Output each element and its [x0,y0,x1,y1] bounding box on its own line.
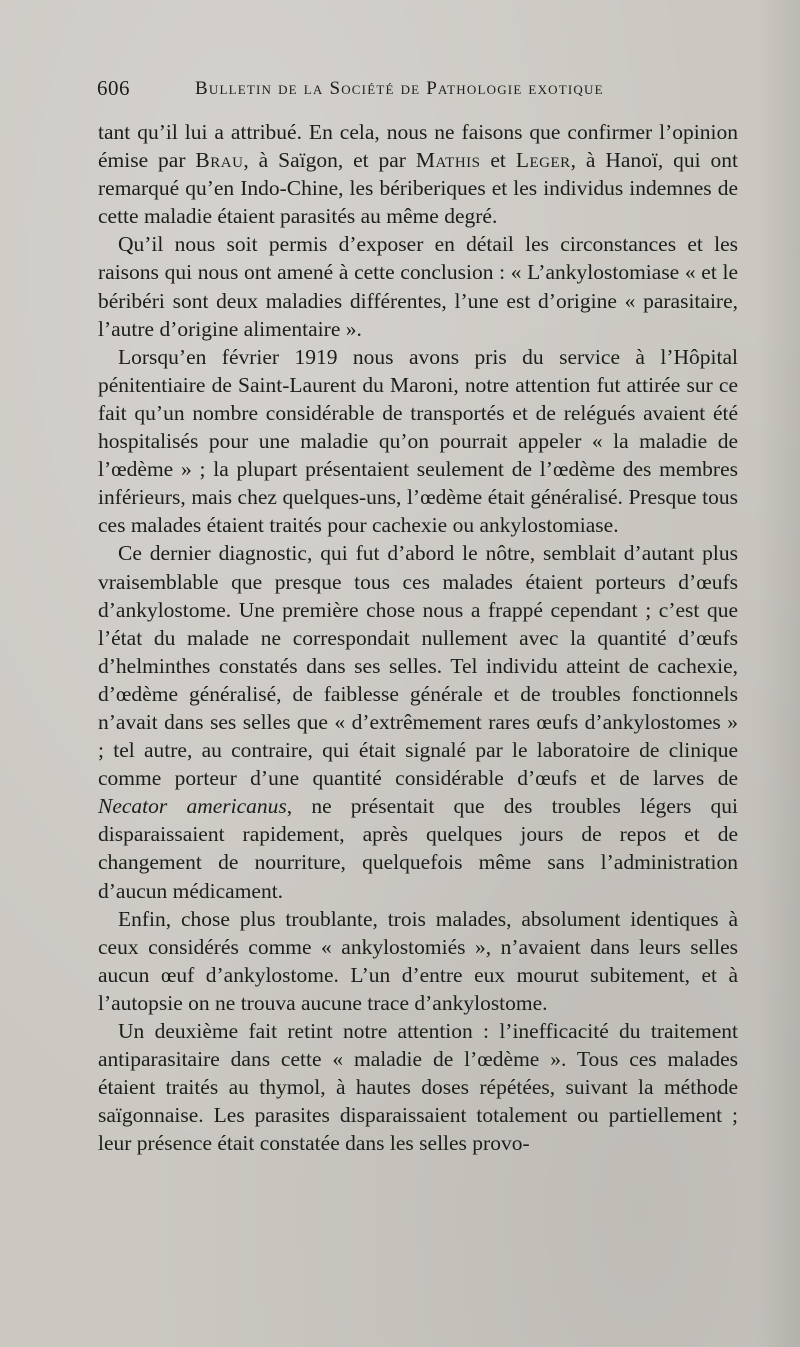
paragraph-3: Lorsqu’en février 1919 nous avons pris du service à l’Hôpital pénitentiaire de Saint-Laurent du Maroni, notre attention fut attirée sur ce fait qu’un nombre considérable de transportés et de relégués avaient été hospitalisés pour une maladie qu’on pourrait appeler « la maladie de l’œdème » ; la plupart présentaient seulement de l’œdème des membres inférieurs, mais chez quelques-uns, l’œdème était généralisé. Presque tous ces malades étaient traités pour cachexie ou ankylostomiase. [98,344,738,538]
author-name: Mathis [415,148,481,173]
paragraph-5: Enfin, chose plus troublante, trois malades, absolument identiques à ceux considérés comme « ankylostomiés », n’avaient dans leurs selles aucun œuf d’ankylostome. L’un d’entre eux mourut subitement, et à l’autopsie on ne trouva aucune trace d’ankylostome. [98,906,738,1015]
species-name: Necator americanus [98,794,287,819]
paragraph-2: Qu’il nous soit permis d’exposer en détail les circonstances et les raisons qui nous ont amené à cette conclusion : « L’ankylostomiase « et le béribéri sont deux maladies différentes, l’une est d’origine « parasitaire, l’autre d’origine alimentaire ». [98,232,738,341]
page-edge-shadow [756,0,800,1347]
page-header [97,76,737,106]
author-name: Brau [195,148,244,173]
body-text [98,118,738,1157]
author-name: Leger [515,148,571,173]
running-head: Bulletin de la Société de Pathologie exotique [195,78,604,99]
page-number: 606 [97,76,130,100]
paragraph-1: tant qu’il lui a attribué. En cela, nous ne faisons que confirmer l’opinion émise par Brau, à Saïgon, et par Mathis et Leger, à Hanoï, qui ont remarqué qu’en Indo-Chine, les bériberiques et les individus indemnes de cette maladie étaient parasités au même degré. [98,120,738,229]
paragraph-6: Un deuxième fait retint notre attention : l’inefficacité du traitement antiparasitaire dans cette « maladie de l’œdème ». Tous ces malades étaient traités au thymol, à hautes doses répétées, suivant la méthode saïgonnaise. Les parasites disparaissaient totalement ou partiellement ; leur présence était constatée dans les selles provo- [98,1019,738,1156]
paragraph-4: Ce dernier diagnostic, qui fut d’abord le nôtre, semblait d’autant plus vraisemblable que presque tous ces malades étaient porteurs d’œufs d’ankylostome. Une première chose nous a frappé cependant ; c’est que l’état du malade ne correspondait nullement avec la quantité d’œufs d’helminthes constatés dans ses selles. Tel individu atteint de cachexie, d’œdème généralisé, de faiblesse générale et de troubles fonctionnels n’avait dans ses selles que « d’extrêmement rares œufs d’ankylostomes » ; tel autre, au contraire, qui était signalé par le laboratoire de clinique comme porteur d’une quantité considérable d’œufs et de larves de Necator americanus, ne présentait que des troubles légers qui disparaissaient rapidement, après quelques jours de repos et de changement de nourriture, quelquefois même sans l’administration d’aucun médicament. [98,541,738,903]
